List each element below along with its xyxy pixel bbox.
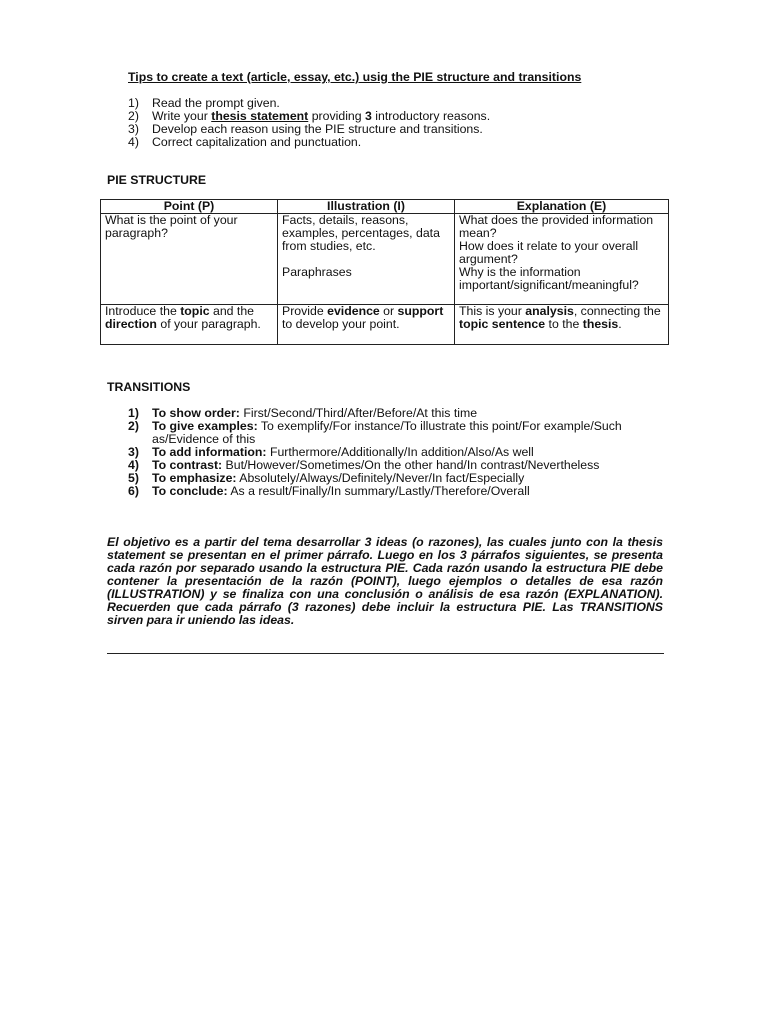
table-header-row [101, 200, 669, 214]
cell-line: How does it relate to your overall argument? [459, 239, 639, 266]
pie-structure-heading: PIE STRUCTURE [107, 173, 207, 187]
table-cell-illustration [278, 305, 455, 345]
cell-text: to the [545, 317, 583, 331]
table-cell-explanation [455, 214, 669, 305]
cell-bold-text: support [397, 304, 444, 318]
horizontal-rule [107, 653, 664, 654]
transition-label: To add information: [152, 445, 267, 459]
cell-text: , connecting the [573, 304, 661, 318]
transition-label: To conclude: [152, 484, 228, 498]
table-cell-explanation [455, 305, 669, 345]
document-title: Tips to create a text (article, essay, etc.) usig the PIE structure and transitions [128, 70, 582, 84]
column-header-point: Point (P) [101, 200, 278, 214]
cell-text: Provide [282, 304, 328, 318]
pie-structure-table [100, 199, 669, 345]
cell-bold-text: analysis [525, 304, 574, 318]
reason-count: 3 [365, 109, 372, 123]
transition-words: To exemplify/For instance/To illustrate this point/For example/Such as/Evidence of this [152, 419, 622, 446]
cell-bold-text: direction [105, 317, 157, 331]
step-text: Develop each reason using the PIE structure and transitions. [152, 122, 483, 136]
column-header-explanation: Explanation (E) [455, 200, 669, 214]
table-row [101, 214, 669, 305]
transition-item [128, 485, 668, 498]
transitions-list [128, 407, 668, 498]
cell-text: or [379, 304, 398, 318]
step-text-part: providing [308, 109, 366, 123]
cell-line: Why is the information important/significant/meaningful? [459, 265, 639, 292]
cell-text: of your paragraph. [156, 317, 261, 331]
transition-number: 3) [128, 445, 139, 459]
step-number: 2) [128, 109, 139, 123]
table-cell-point: What is the point of your paragraph? [101, 214, 278, 305]
thesis-statement-term: thesis statement [211, 109, 309, 123]
transition-number: 1) [128, 406, 139, 420]
transition-label: To show order: [152, 406, 240, 420]
transitions-heading: TRANSITIONS [107, 380, 191, 394]
cell-text: . [618, 317, 622, 331]
cell-bold-text: thesis [582, 317, 619, 331]
step-text: Read the prompt given. [152, 96, 280, 110]
cell-line: Facts, details, reasons, examples, percentages, data from studies, etc. [282, 213, 440, 253]
steps-list [128, 97, 648, 149]
column-header-illustration: Illustration (I) [278, 200, 455, 214]
transition-words: Absolutely/Always/Definitely/Never/In fact/Especially [236, 471, 525, 485]
cell-text: Introduce the [105, 304, 181, 318]
cell-bold-text: topic [180, 304, 210, 318]
transition-words: First/Second/Third/After/Before/At this time [239, 406, 478, 420]
cell-bold-text: topic sentence [459, 317, 546, 331]
cell-text: and the [209, 304, 255, 318]
cell-text: to develop your point. [282, 317, 400, 331]
step-number: 3) [128, 122, 139, 136]
transition-words: But/However/Sometimes/On the other hand/In contrast/Nevertheless [222, 458, 600, 472]
transition-words: Furthermore/Additionally/In addition/Also/As well [266, 445, 534, 459]
step-number: 4) [128, 135, 139, 149]
table-cell-point [101, 305, 278, 345]
step-text: Correct capitalization and punctuation. [152, 135, 362, 149]
step-number: 1) [128, 96, 139, 110]
transition-words: As a result/Finally/In summary/Lastly/Therefore/Overall [227, 484, 530, 498]
cell-line: Paraphrases [282, 265, 352, 279]
step-text-part: Write your [152, 109, 212, 123]
cell-bold-text: evidence [327, 304, 380, 318]
spanish-explanation-paragraph: El objetivo es a partir del tema desarrollar 3 ideas (o razones), las cuales junto con la thesis statement se presentan en el primer párrafo. Luego en los 3 párrafos siguientes, se presenta cada razón por separado usando la estructura PIE. Cada razón usando la estructura PIE debe contener la presentación de la razón (POINT), luego ejemplos o detalles de esa razón (ILLUSTRATION) y se finaliza con una conclusión o análisis de esa razón (EXPLANATION). Recuerden que cada párrafo (3 razones) debe incluir la estructura PIE. Las TRANSITIONS sirven para ir uniendo las ideas. [107, 535, 663, 627]
transition-body [152, 485, 668, 498]
transition-item [128, 420, 668, 446]
transition-label: To emphasize: [152, 471, 237, 485]
transition-number: 6) [128, 484, 139, 498]
transition-number: 4) [128, 458, 139, 472]
transition-body [152, 420, 668, 446]
cell-line: What does the provided information mean? [459, 213, 654, 240]
table-row [101, 305, 669, 345]
step-text-part: introductory reasons. [371, 109, 491, 123]
transition-label: To contrast: [152, 458, 223, 472]
table-cell-illustration [278, 214, 455, 305]
transition-label: To give examples: [152, 419, 258, 433]
step-item [128, 136, 648, 149]
transition-number: 5) [128, 471, 139, 485]
transition-number: 2) [128, 419, 139, 433]
cell-text: This is your [459, 304, 526, 318]
